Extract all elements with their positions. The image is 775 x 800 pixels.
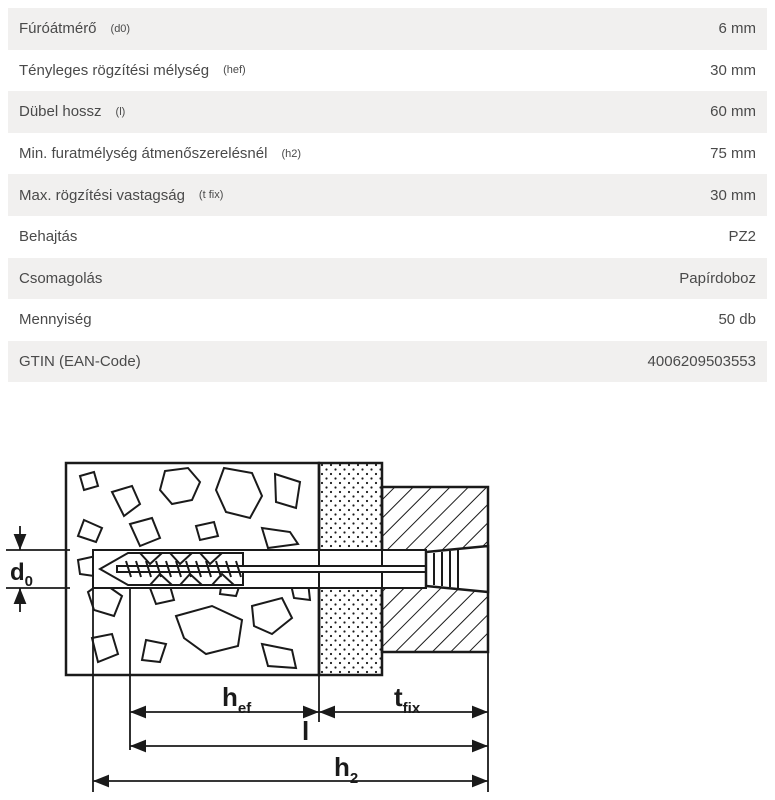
label-h2: $h_2$ — [334, 752, 359, 787]
spec-value: 6 mm — [718, 20, 756, 38]
spec-row-anchorage-depth — [8, 50, 767, 92]
label-hef: $h_{ef}$ — [222, 682, 252, 717]
spec-value: 50 db — [718, 311, 756, 329]
spec-value: 30 mm — [710, 186, 756, 204]
spec-label: Fúróátmérő — [19, 20, 97, 38]
spec-symbol: (t fix) — [198, 189, 224, 202]
spec-row-quantity — [8, 299, 767, 341]
spec-label: Mennyiség — [19, 311, 92, 329]
label-tfix: $t_{fix}$ — [394, 682, 421, 717]
spec-row-drive — [8, 216, 767, 258]
spec-row-plug-length — [8, 91, 767, 133]
spec-label: Max. rögzítési vastagság — [19, 186, 185, 204]
spec-row-gtin — [8, 341, 767, 383]
spec-row-max-fixture-thickness — [8, 174, 767, 216]
spec-value: 75 mm — [710, 145, 756, 163]
spec-label: Dübel hossz — [19, 103, 102, 121]
spec-value: PZ2 — [728, 228, 756, 246]
label-d0: $d_0$ — [10, 559, 34, 590]
spec-value: 60 mm — [710, 103, 756, 121]
spec-symbol: (d0) — [110, 22, 131, 35]
spec-label: GTIN (EAN-Code) — [19, 353, 141, 371]
label-l: l — [302, 716, 310, 746]
spec-value: 30 mm — [710, 61, 756, 79]
spec-row-packaging — [8, 258, 767, 300]
spec-symbol: (h2) — [281, 147, 302, 160]
installation-diagram — [0, 440, 775, 800]
spec-label: Tényleges rögzítési mélység — [19, 61, 210, 79]
spec-value: 4006209503553 — [647, 353, 756, 371]
spec-table — [8, 8, 767, 382]
spec-label: Csomagolás — [19, 269, 103, 287]
spec-symbol: (l) — [115, 105, 126, 118]
spec-symbol: (hef) — [223, 64, 246, 77]
spec-label: Min. furatmélység átmenőszerelésnél — [19, 145, 268, 163]
spec-label: Behajtás — [19, 228, 78, 246]
spec-value: Papírdoboz — [679, 269, 756, 287]
spec-row-drill-diameter — [8, 8, 767, 50]
spec-row-min-drill-depth — [8, 133, 767, 175]
